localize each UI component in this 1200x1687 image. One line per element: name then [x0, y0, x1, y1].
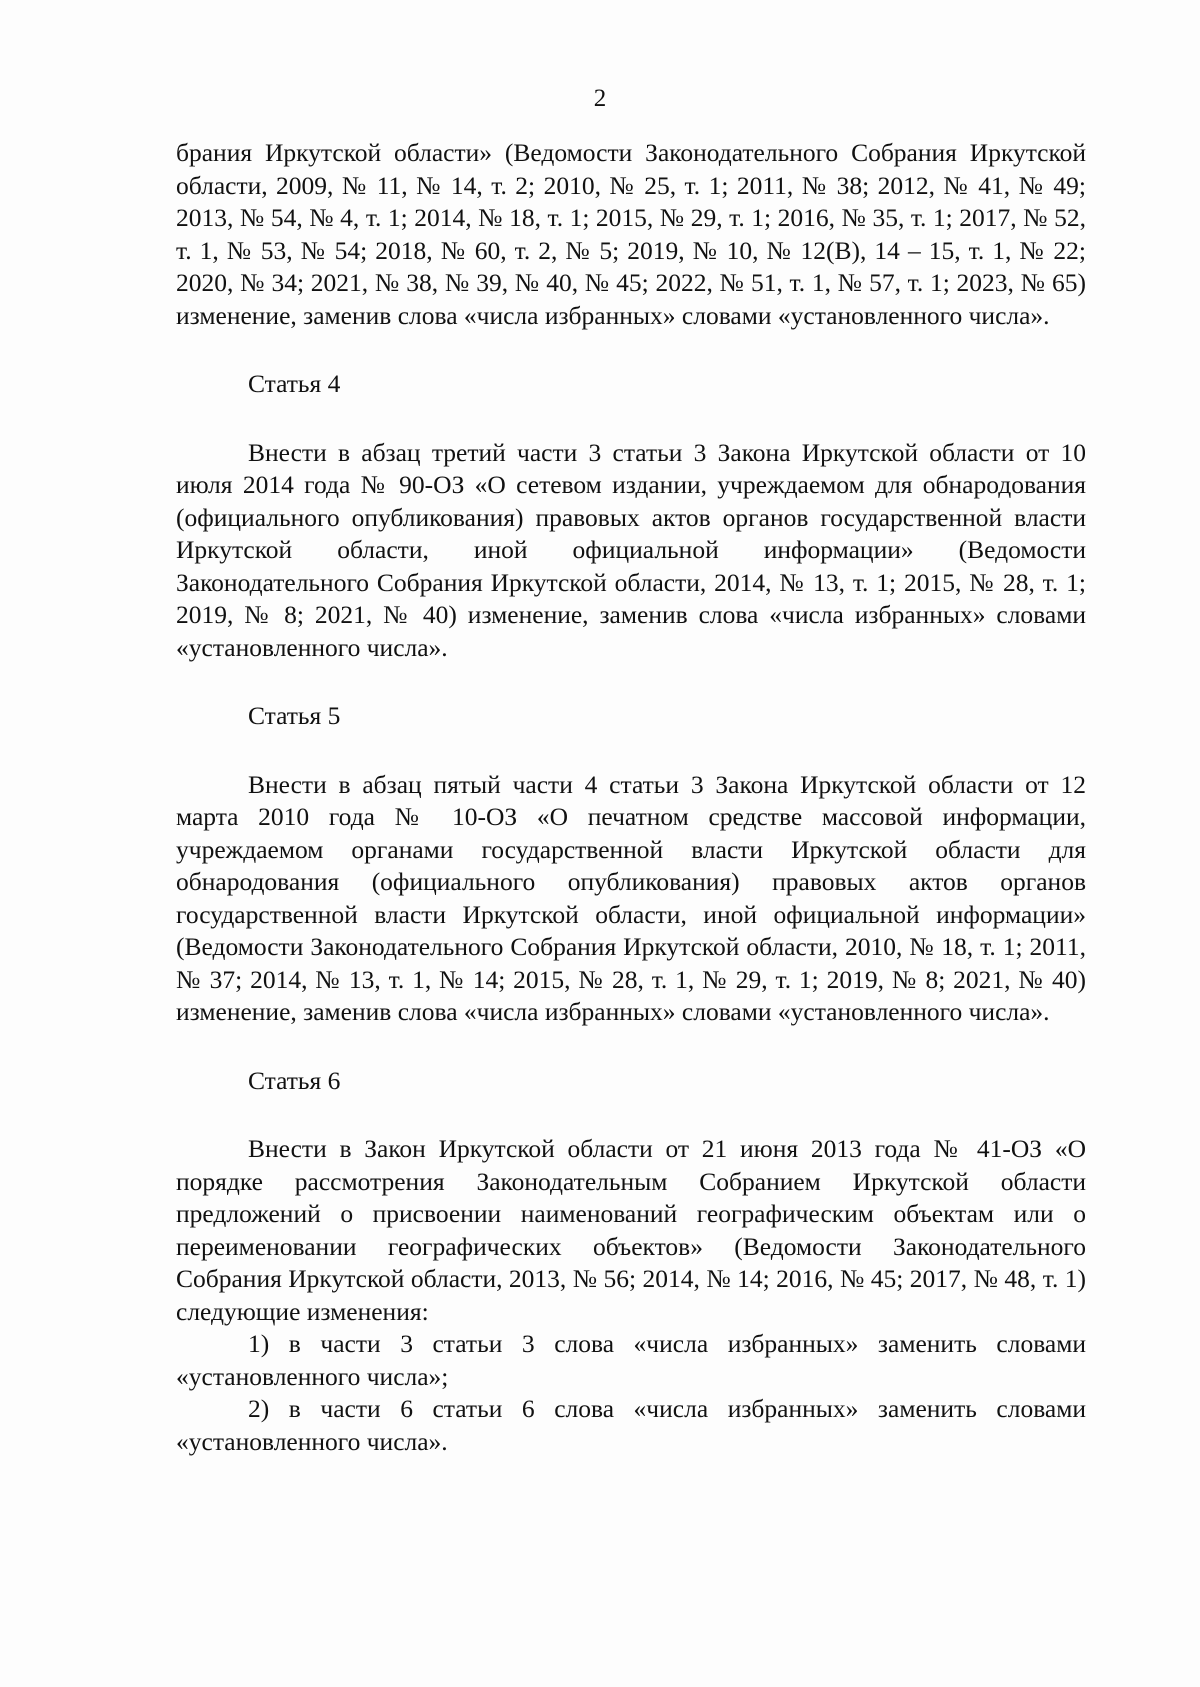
intro-paragraph: брания Иркутской области» (Ведомости Законодательного Собрания Иркутской области, 2009, № 11, № 14, т. 2; 2010, № 25, т. 1; 2011, № 38; 2012, № 41, № 49; 2013, № 54, № 4, т. 1; 2014, № 18, т. 1; 2015, № 29, т. 1; 2016, № 35, т. 1; 2017, № 52, т. 1, № 53, № 54; 2018, № 60, т. 2, № 5; 2019, № 10, № 12(В), 14 – 15, т. 1, № 22; 2020, № 34; 2021, № 38, № 39, № 40, № 45; 2022, № 51, т. 1, № 57, т. 1; 2023, № 65) изменение, заменив слова «числа избранных» словами «установленного числа». — [176, 138, 1086, 330]
article-6 — [176, 1065, 1086, 1459]
article-heading: Статья 4 — [248, 369, 341, 398]
document-body — [176, 137, 1086, 1458]
article-heading: Статья 5 — [248, 701, 341, 730]
page-number: 2 — [593, 85, 607, 112]
article-4 — [176, 368, 1086, 664]
list-item: 1) в части 3 статьи 3 слова «числа избранных» заменить словами «установленного числа»; — [176, 1329, 1086, 1391]
article-text: Внести в абзац третий части 3 статьи 3 Закона Иркутской области от 10 июля 2014 года № 90-ОЗ «О сетевом издании, учреждаемом для обнародования (официального опубликования) правовых актов органов государственной власти Иркутской области, иной официальной информации» (Ведомости Законодательного Собрания Иркутской области, 2014, № 13, т. 1; 2015, № 28, т. 1; 2019, № 8; 2021, № 40) изменение, заменив слова «числа избранных» словами «установленного числа». — [176, 437, 1086, 662]
article-5 — [176, 700, 1086, 1029]
article-text: Внести в абзац пятый части 4 статьи 3 Закона Иркутской области от 12 марта 2010 года № 10-ОЗ «О печатном средстве массовой информации, учреждаемом органами государственной власти Иркутской области для обнародования (официального опубликования) правовых актов органов государственной власти Иркутской области, иной официальной информации» (Ведомости Законодательного Собрания Иркутской области, 2010, № 18, т. 1; 2011, № 37; 2014, № 13, т. 1, № 14; 2015, № 28, т. 1, № 29, т. 1; 2019, № 8; 2021, № 40) изменение, заменив слова «числа избранных» словами «установленного числа». — [176, 769, 1086, 1026]
article-heading: Статья 6 — [248, 1065, 341, 1095]
article-text: Внести в Закон Иркутской области от 21 июня 2013 года № 41-ОЗ «О порядке рассмотрения Законодательным Собранием Иркутской области предложений о присвоении наименований географическим объектам или о переименовании географических объектов» (Ведомости Законодательного Собрания Иркутской области, 2013, № 56; 2014, № 14; 2016, № 45; 2017, № 48, т. 1) следующие изменения: — [176, 1134, 1086, 1326]
list-item: 2) в части 6 статьи 6 слова «числа избранных» заменить словами «установленного числа». — [176, 1394, 1086, 1456]
